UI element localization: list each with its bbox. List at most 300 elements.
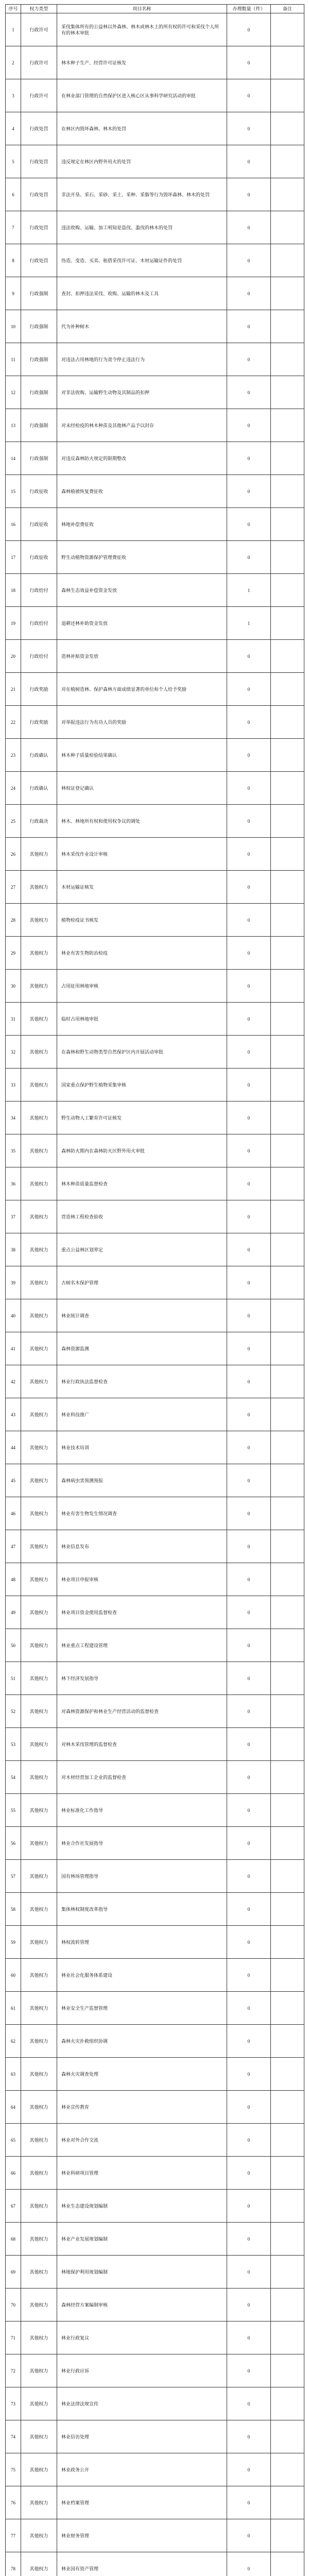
cell-power-type: 其他权力 (21, 2552, 57, 2576)
cell-index: 65 (6, 2124, 21, 2157)
cell-remarks (271, 310, 304, 343)
cell-item-name: 集体林权制度改革指导 (57, 1893, 227, 1926)
header-item-name: 项目名称 (57, 5, 227, 13)
cell-item-name: 林业财务管理 (57, 2519, 227, 2552)
table-row (6, 1761, 304, 1794)
cell-power-type: 其他权力 (21, 1992, 57, 2025)
cell-count: 0 (227, 2157, 271, 2190)
cell-remarks (271, 1629, 304, 1662)
cell-count: 0 (227, 1530, 271, 1563)
cell-remarks (271, 640, 304, 673)
cell-item-name: 造林补贴资金发放 (57, 640, 227, 673)
table-row (6, 178, 304, 211)
cell-power-type: 其他权力 (21, 2025, 57, 2058)
cell-remarks (271, 871, 304, 904)
table-header-row (6, 5, 304, 13)
table-row (6, 2256, 304, 2289)
cell-item-name: 林业社会化服务体系建设 (57, 1959, 227, 1992)
cell-index: 59 (6, 1926, 21, 1959)
cell-item-name: 森林防火期内在森林防火区野外用火审批 (57, 1134, 227, 1167)
cell-remarks (271, 1299, 304, 1332)
cell-item-name: 查封、扣押违法采伐、收购、运输的林木及工具 (57, 277, 227, 310)
cell-remarks (271, 112, 304, 145)
cell-count: 0 (227, 1464, 271, 1497)
cell-count: 0 (227, 772, 271, 805)
cell-index: 43 (6, 1398, 21, 1431)
cell-power-type: 其他权力 (21, 1134, 57, 1167)
cell-item-name: 林业有害生物发生情况调查 (57, 1497, 227, 1530)
cell-index: 60 (6, 1959, 21, 1992)
cell-item-name: 森林生态效益补偿资金发放 (57, 574, 227, 607)
cell-power-type: 其他权力 (21, 1530, 57, 1563)
cell-power-type: 其他权力 (21, 2223, 57, 2256)
table-row (6, 409, 304, 442)
table-row (6, 1134, 304, 1167)
table-row (6, 2552, 304, 2576)
cell-power-type: 其他权力 (21, 1299, 57, 1332)
cell-index: 3 (6, 79, 21, 112)
cell-item-name: 林业生态建设规划编制 (57, 2190, 227, 2223)
cell-index: 77 (6, 2519, 21, 2552)
cell-item-name: 森林病虫害预测预报 (57, 1464, 227, 1497)
cell-power-type: 行政奖励 (21, 673, 57, 706)
cell-power-type: 其他权力 (21, 2519, 57, 2552)
cell-power-type: 其他权力 (21, 1596, 57, 1629)
cell-power-type: 行政征收 (21, 541, 57, 574)
cell-index: 61 (6, 1992, 21, 2025)
cell-item-name: 林木、林地所有权和使用权争议的调处 (57, 805, 227, 838)
cell-remarks (271, 1794, 304, 1827)
cell-item-name: 对违反森林防火规定的限期整改 (57, 442, 227, 475)
cell-remarks (271, 1926, 304, 1959)
cell-power-type: 其他权力 (21, 1761, 57, 1794)
cell-power-type: 其他权力 (21, 1036, 57, 1069)
cell-index: 26 (6, 838, 21, 871)
cell-power-type: 行政许可 (21, 46, 57, 79)
cell-power-type: 其他权力 (21, 2420, 57, 2453)
cell-item-name: 对未经检疫的林木种苗及其他林产品予以封存 (57, 409, 227, 442)
cell-count: 0 (227, 277, 271, 310)
cell-item-name: 林业有害生物防治检疫 (57, 937, 227, 970)
table-row (6, 904, 304, 937)
table-row (6, 79, 304, 112)
cell-remarks (271, 1860, 304, 1893)
cell-count: 0 (227, 1860, 271, 1893)
cell-item-name: 违法收购、运输、加工明知是盗伐、滥伐的林木的处罚 (57, 211, 227, 244)
cell-remarks (271, 772, 304, 805)
cell-item-name: 森林火灾调查处理 (57, 2058, 227, 2091)
cell-index: 13 (6, 409, 21, 442)
table-row (6, 838, 304, 871)
cell-item-name: 伪造、变造、买卖、租借采伐许可证、木材运输证件的处罚 (57, 244, 227, 277)
cell-index: 68 (6, 2223, 21, 2256)
table-row (6, 772, 304, 805)
cell-index: 36 (6, 1167, 21, 1200)
table-row (6, 2058, 304, 2091)
table-row (6, 739, 304, 772)
cell-index: 8 (6, 244, 21, 277)
cell-index: 78 (6, 2552, 21, 2576)
cell-item-name: 林地补偿费征收 (57, 508, 227, 541)
cell-remarks (271, 2387, 304, 2420)
cell-remarks (271, 1365, 304, 1398)
cell-item-name: 林业科技推广 (57, 1398, 227, 1431)
cell-count: 0 (227, 739, 271, 772)
cell-remarks (271, 2420, 304, 2453)
header-count: 办理数量（件） (227, 5, 271, 13)
cell-index: 55 (6, 1794, 21, 1827)
cell-index: 2 (6, 46, 21, 79)
cell-index: 33 (6, 1069, 21, 1101)
cell-remarks (271, 1200, 304, 1233)
cell-index: 20 (6, 640, 21, 673)
table-row (6, 541, 304, 574)
cell-power-type: 其他权力 (21, 2289, 57, 2321)
cell-count: 0 (227, 2486, 271, 2519)
cell-remarks (271, 2519, 304, 2552)
cell-power-type: 行政强制 (21, 409, 57, 442)
cell-item-name: 非法开垦、采石、采砂、采土、采种、采脂等行为毁坏森林、林木的处罚 (57, 178, 227, 211)
cell-power-type: 行政征收 (21, 475, 57, 508)
table-row (6, 970, 304, 1003)
header-remarks: 备注 (271, 5, 304, 13)
cell-power-type: 行政处罚 (21, 244, 57, 277)
cell-index: 27 (6, 871, 21, 904)
cell-count: 0 (227, 2387, 271, 2420)
cell-item-name: 森林资源监测 (57, 1332, 227, 1365)
cell-item-name: 对在植树造林、保护森林方面成绩显著的单位和个人给予奖励 (57, 673, 227, 706)
cell-index: 6 (6, 178, 21, 211)
table-row (6, 277, 304, 310)
cell-count: 0 (227, 1365, 271, 1398)
cell-remarks (271, 2321, 304, 2354)
power-list-table (5, 4, 304, 2576)
cell-index: 12 (6, 376, 21, 409)
cell-power-type: 行政强制 (21, 376, 57, 409)
cell-item-name: 森林植被恢复费征收 (57, 475, 227, 508)
cell-count: 0 (227, 2453, 271, 2486)
cell-power-type: 其他权力 (21, 1365, 57, 1398)
cell-index: 4 (6, 112, 21, 145)
cell-count: 0 (227, 1332, 271, 1365)
cell-index: 38 (6, 1233, 21, 1266)
cell-index: 70 (6, 2289, 21, 2321)
cell-power-type: 其他权力 (21, 1332, 57, 1365)
cell-power-type: 其他权力 (21, 1101, 57, 1134)
cell-item-name: 林业科研项目管理 (57, 2157, 227, 2190)
cell-index: 44 (6, 1431, 21, 1464)
cell-count: 0 (227, 2552, 271, 2576)
cell-index: 17 (6, 541, 21, 574)
cell-count: 0 (227, 970, 271, 1003)
cell-count: 0 (227, 2091, 271, 2124)
cell-index: 53 (6, 1728, 21, 1761)
cell-remarks (271, 1662, 304, 1695)
cell-count: 0 (227, 1200, 271, 1233)
cell-remarks (271, 2223, 304, 2256)
cell-power-type: 其他权力 (21, 2321, 57, 2354)
table-row (6, 1893, 304, 1926)
cell-count: 0 (227, 2289, 271, 2321)
cell-remarks (271, 1530, 304, 1563)
cell-item-name: 临时占用林地审批 (57, 1003, 227, 1036)
cell-index: 34 (6, 1101, 21, 1134)
cell-index: 57 (6, 1860, 21, 1893)
cell-item-name: 林业标准化工作指导 (57, 1794, 227, 1827)
cell-item-name: 对森林资源保护和林业生产经营活动的监督检查 (57, 1695, 227, 1728)
cell-index: 7 (6, 211, 21, 244)
table-row (6, 508, 304, 541)
cell-item-name: 森林经营方案编制审核 (57, 2289, 227, 2321)
cell-remarks (271, 46, 304, 79)
table-row (6, 1266, 304, 1299)
cell-index: 9 (6, 277, 21, 310)
cell-count: 0 (227, 1101, 271, 1134)
cell-index: 41 (6, 1332, 21, 1365)
cell-item-name: 林木种子生产、经营许可证核发 (57, 46, 227, 79)
cell-count: 0 (227, 2223, 271, 2256)
cell-power-type: 其他权力 (21, 1827, 57, 1860)
cell-remarks (271, 2256, 304, 2289)
table-row (6, 343, 304, 376)
cell-item-name: 林业重点工程建设管理 (57, 1629, 227, 1662)
cell-index: 73 (6, 2387, 21, 2420)
cell-remarks (271, 1959, 304, 1992)
cell-item-name: 植物检疫证书核发 (57, 904, 227, 937)
cell-power-type: 其他权力 (21, 1233, 57, 1266)
cell-remarks (271, 739, 304, 772)
cell-count: 0 (227, 79, 271, 112)
cell-index: 28 (6, 904, 21, 937)
cell-power-type: 其他权力 (21, 2091, 57, 2124)
table-row (6, 1992, 304, 2025)
table-row (6, 2025, 304, 2058)
cell-index: 1 (6, 13, 21, 46)
cell-index: 23 (6, 739, 21, 772)
table-row (6, 2387, 304, 2420)
cell-remarks (271, 2058, 304, 2091)
cell-item-name: 林业合作社发展指导 (57, 1827, 227, 1860)
cell-index: 62 (6, 2025, 21, 2058)
cell-power-type: 其他权力 (21, 1003, 57, 1036)
cell-remarks (271, 1398, 304, 1431)
cell-remarks (271, 1069, 304, 1101)
cell-power-type: 行政给付 (21, 574, 57, 607)
cell-power-type: 其他权力 (21, 1662, 57, 1695)
cell-remarks (271, 1827, 304, 1860)
cell-index: 31 (6, 1003, 21, 1036)
table-row (6, 1596, 304, 1629)
cell-item-name: 野生动植物资源保护管理费征收 (57, 541, 227, 574)
cell-item-name: 木材运输证核发 (57, 871, 227, 904)
cell-index: 51 (6, 1662, 21, 1695)
cell-item-name: 对非法收购、运输野生动物及其制品的扣押 (57, 376, 227, 409)
cell-item-name: 林业项目资金使用监督检查 (57, 1596, 227, 1629)
cell-count: 0 (227, 1497, 271, 1530)
cell-remarks (271, 541, 304, 574)
cell-item-name: 采伐集体所有的公益林以外森林、林木或林木上的所有权的许可和采伐个人所有的林木审批 (57, 13, 227, 46)
table-row (6, 244, 304, 277)
table-row (6, 2289, 304, 2321)
table-row (6, 1695, 304, 1728)
table-row (6, 871, 304, 904)
cell-count: 0 (227, 2124, 271, 2157)
table-row (6, 2223, 304, 2256)
cell-item-name: 国有林场管理指导 (57, 1860, 227, 1893)
cell-count: 0 (227, 1893, 271, 1926)
cell-count: 0 (227, 145, 271, 178)
table-row (6, 1860, 304, 1893)
cell-index: 75 (6, 2453, 21, 2486)
cell-count: 0 (227, 2354, 271, 2387)
cell-item-name: 对违法占用林地的行为责令停止违法行为 (57, 343, 227, 376)
cell-index: 42 (6, 1365, 21, 1398)
cell-power-type: 其他权力 (21, 2058, 57, 2091)
table-row (6, 1398, 304, 1431)
cell-index: 16 (6, 508, 21, 541)
cell-item-name: 违反规定在林区内野外用火的处罚 (57, 145, 227, 178)
cell-remarks (271, 1101, 304, 1134)
table-row (6, 574, 304, 607)
table-row (6, 1629, 304, 1662)
cell-remarks (271, 1431, 304, 1464)
cell-index: 30 (6, 970, 21, 1003)
table-row (6, 13, 304, 46)
cell-power-type: 行政强制 (21, 343, 57, 376)
cell-count: 0 (227, 1926, 271, 1959)
table-row (6, 1959, 304, 1992)
cell-count: 0 (227, 541, 271, 574)
cell-count: 0 (227, 1695, 271, 1728)
cell-power-type: 其他权力 (21, 838, 57, 871)
table-row (6, 1794, 304, 1827)
cell-index: 40 (6, 1299, 21, 1332)
cell-count: 0 (227, 1662, 271, 1695)
cell-power-type: 其他权力 (21, 2453, 57, 2486)
cell-item-name: 在林业部门管理的自然保护区进入核心区从事科学研究活动的审批 (57, 79, 227, 112)
cell-item-name: 林木种苗质量监督检查 (57, 1167, 227, 1200)
cell-remarks (271, 1893, 304, 1926)
cell-remarks (271, 409, 304, 442)
cell-count: 0 (227, 2321, 271, 2354)
cell-count: 0 (227, 871, 271, 904)
cell-index: 21 (6, 673, 21, 706)
cell-item-name: 林业统计调查 (57, 1299, 227, 1332)
table-row (6, 2486, 304, 2519)
cell-remarks (271, 2025, 304, 2058)
cell-remarks (271, 211, 304, 244)
cell-item-name: 对木材经营加工企业的监督检查 (57, 1761, 227, 1794)
cell-remarks (271, 673, 304, 706)
cell-remarks (271, 1596, 304, 1629)
table-row (6, 211, 304, 244)
cell-item-name: 林业对外合作交流 (57, 2124, 227, 2157)
cell-index: 74 (6, 2420, 21, 2453)
cell-remarks (271, 1134, 304, 1167)
cell-count: 0 (227, 640, 271, 673)
cell-remarks (271, 1728, 304, 1761)
cell-remarks (271, 2354, 304, 2387)
cell-index: 63 (6, 2058, 21, 2091)
cell-remarks (271, 1233, 304, 1266)
cell-power-type: 其他权力 (21, 1497, 57, 1530)
cell-index: 11 (6, 343, 21, 376)
cell-power-type: 其他权力 (21, 1398, 57, 1431)
cell-item-name: 森林火灾扑救组织协调 (57, 2025, 227, 2058)
cell-count: 0 (227, 1596, 271, 1629)
cell-count: 0 (227, 13, 271, 46)
cell-index: 46 (6, 1497, 21, 1530)
cell-power-type: 其他权力 (21, 2486, 57, 2519)
cell-remarks (271, 145, 304, 178)
table-row (6, 1332, 304, 1365)
table-row (6, 2190, 304, 2223)
table-row (6, 937, 304, 970)
cell-item-name: 林权证登记确认 (57, 772, 227, 805)
cell-count: 0 (227, 442, 271, 475)
cell-item-name: 林业行政执法监督检查 (57, 1365, 227, 1398)
cell-index: 50 (6, 1629, 21, 1662)
cell-count: 0 (227, 1827, 271, 1860)
cell-power-type: 行政许可 (21, 13, 57, 46)
cell-remarks (271, 1167, 304, 1200)
cell-index: 15 (6, 475, 21, 508)
table-row (6, 1069, 304, 1101)
cell-power-type: 其他权力 (21, 937, 57, 970)
cell-index: 69 (6, 2256, 21, 2289)
cell-item-name: 占用征用林地审核 (57, 970, 227, 1003)
cell-item-name: 林地保护利用规划编制 (57, 2256, 227, 2289)
table-row (6, 310, 304, 343)
cell-power-type: 其他权力 (21, 1926, 57, 1959)
cell-count: 0 (227, 1563, 271, 1596)
cell-remarks (271, 1464, 304, 1497)
cell-item-name: 营造林工程检查验收 (57, 1200, 227, 1233)
table-row (6, 1365, 304, 1398)
table-row (6, 1299, 304, 1332)
cell-count: 0 (227, 2519, 271, 2552)
table-row (6, 1563, 304, 1596)
cell-count: 0 (227, 1794, 271, 1827)
cell-index: 14 (6, 442, 21, 475)
cell-count: 0 (227, 1992, 271, 2025)
cell-index: 52 (6, 1695, 21, 1728)
cell-remarks (271, 2157, 304, 2190)
cell-item-name: 林业法律法规宣传 (57, 2387, 227, 2420)
table-row (6, 1926, 304, 1959)
cell-remarks (271, 79, 304, 112)
cell-remarks (271, 706, 304, 739)
cell-count: 0 (227, 475, 271, 508)
cell-remarks (271, 1497, 304, 1530)
cell-remarks (271, 2091, 304, 2124)
cell-power-type: 其他权力 (21, 2354, 57, 2387)
cell-remarks (271, 937, 304, 970)
cell-count: 0 (227, 1629, 271, 1662)
cell-remarks (271, 508, 304, 541)
header-index: 序号 (6, 5, 21, 13)
cell-remarks (271, 2190, 304, 2223)
table-row (6, 1530, 304, 1563)
cell-remarks (271, 2289, 304, 2321)
table-row (6, 475, 304, 508)
cell-count: 0 (227, 2190, 271, 2223)
cell-power-type: 行政处罚 (21, 112, 57, 145)
cell-item-name: 退耕还林补助资金发放 (57, 607, 227, 640)
header-power-type: 权力类型 (21, 5, 57, 13)
cell-item-name: 林业政务公开 (57, 2453, 227, 2486)
cell-remarks (271, 1761, 304, 1794)
